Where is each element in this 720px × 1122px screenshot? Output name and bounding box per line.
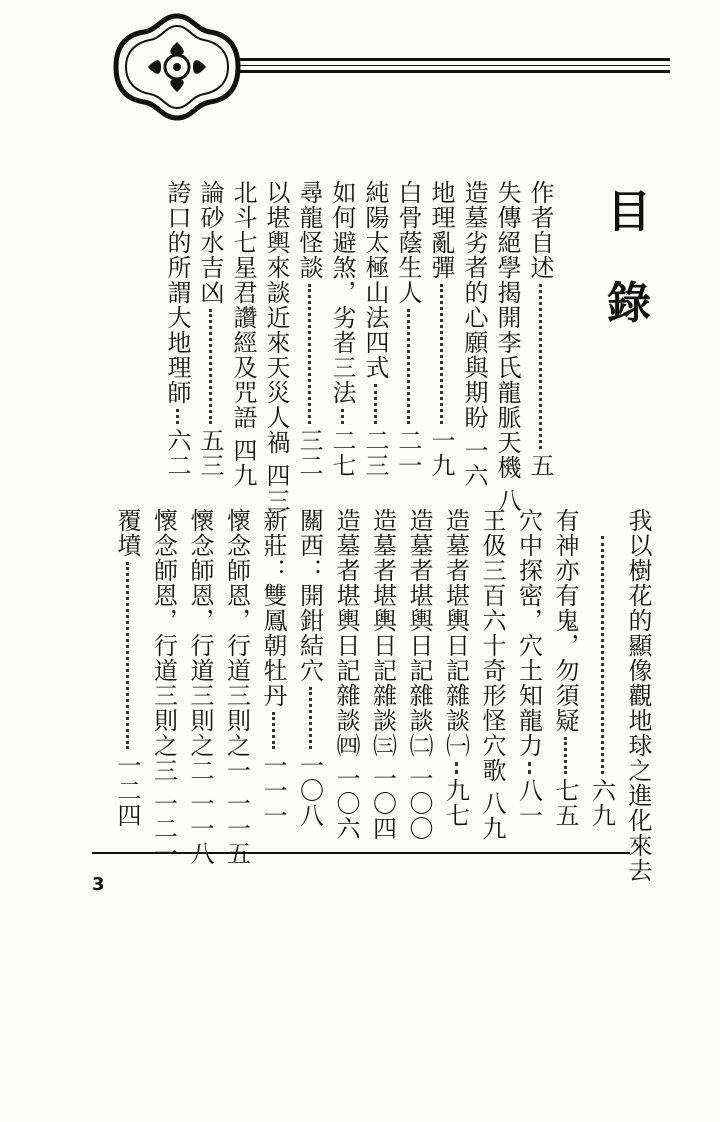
dot-leader	[407, 309, 410, 424]
dot-leader	[539, 284, 542, 449]
toc-entry-continuation	[582, 532, 622, 828]
ornament-icon	[112, 12, 242, 122]
toc-entry[interactable]	[363, 508, 403, 841]
toc-entry-page: 九七	[441, 778, 470, 828]
toc-entry-title: 尋龍怪談	[295, 180, 323, 280]
toc-entry-page: 二七	[328, 428, 356, 478]
toc-entry-title: 地理亂彈	[427, 180, 455, 280]
toc-entry-title: 懷念師恩，行道三則之一	[222, 508, 251, 783]
toc-entry-title: 懷念師恩，行道三則之三	[149, 508, 178, 783]
dot-leader	[126, 562, 129, 749]
toc-entry-page: 五	[526, 453, 554, 478]
toc-entry[interactable]	[253, 508, 293, 828]
dot-leader	[455, 762, 458, 774]
toc-entry-page: 四九	[229, 438, 257, 488]
toc-entry-page: 八	[493, 488, 521, 513]
dot-leader	[309, 687, 312, 749]
toc-entry-page: 一〇八	[295, 753, 324, 828]
dot-leader	[374, 384, 377, 424]
toc-entry-page: 八一	[514, 778, 543, 828]
toc-entry[interactable]	[472, 508, 512, 841]
toc-entry[interactable]	[436, 508, 476, 828]
toc-entry-title: 覆墳	[113, 508, 141, 558]
toc-entry-page: 六九	[587, 778, 616, 828]
toc-entry-page: 七五	[551, 778, 579, 828]
toc-entry-page: 八九	[478, 791, 506, 841]
toc-entry[interactable]	[290, 508, 330, 828]
toc-entry-page: 一〇六	[332, 766, 360, 841]
toc-entry-title: 我以樹花的顯像觀地球之進化來去	[624, 508, 652, 883]
toc-entry-title: 論砂水吉凶	[196, 180, 224, 305]
toc-entry-page: 一一八	[186, 791, 214, 866]
toc-entry-title: 有神亦有鬼，勿須疑	[551, 508, 579, 733]
toc-entry-page: 五三	[196, 428, 224, 478]
toc-entry-page: 六二	[163, 428, 191, 478]
toc-entry-title: 王伋三百六十奇形怪穴歌	[478, 508, 506, 783]
toc-entry-page: 二一	[394, 428, 422, 478]
toc-entry[interactable]	[180, 508, 220, 866]
toc-entry-title: 作者自述	[526, 180, 554, 280]
toc-entry-title: 北斗七星君讚經及咒語	[229, 180, 257, 430]
toc-entry[interactable]	[326, 508, 366, 841]
toc-entry-page: 一一一	[259, 753, 287, 828]
toc-entry[interactable]	[399, 508, 439, 841]
toc-entry-title: 純陽太極山法四式	[361, 180, 389, 380]
toc-entry-page: 四三	[262, 463, 290, 513]
dot-leader	[176, 409, 179, 424]
toc-entry[interactable]	[509, 508, 549, 828]
header-rule	[240, 58, 670, 77]
toc-entry-title: 白骨蔭生人	[394, 180, 422, 305]
toc-entry-page: 三二	[295, 428, 323, 478]
dot-leader	[528, 762, 531, 774]
footer-rule	[92, 852, 630, 854]
dot-leader	[341, 409, 344, 424]
dot-leader	[272, 712, 275, 749]
dot-leader	[209, 309, 212, 424]
toc-entry-page: 二三	[361, 428, 389, 478]
toc-entry-title: 造墓者堪輿日記雜談㈣	[332, 508, 360, 758]
dot-leader	[308, 284, 311, 424]
toc-entry-title: 新莊：雙鳳朝牡丹	[259, 508, 287, 708]
toc-entry-title: 造墓者堪輿日記雜談㈠	[441, 508, 470, 758]
toc-entry-title: 穴中探密，穴土知龍力	[514, 508, 543, 758]
toc-entry-page: 一〇四	[368, 766, 397, 841]
toc-entry[interactable]	[107, 508, 147, 828]
page-number: 3	[92, 874, 105, 895]
toc-entry[interactable]	[144, 508, 184, 866]
toc-entry-page: 一二四	[113, 753, 141, 828]
toc-entry-title: 關西：開鉗結穴	[295, 508, 324, 683]
toc-entry[interactable]	[157, 180, 197, 478]
toc-entry-page: 一六	[460, 438, 488, 488]
toc-entry-title: 誇口的所謂大地理師	[163, 180, 191, 405]
toc-entry-title: 造墓者堪輿日記雜談㈢	[368, 508, 397, 758]
toc-entry-title: 造墓者堪輿日記雜談㈡	[405, 508, 433, 758]
toc-entry-title: 如何避煞，劣者三法	[328, 180, 356, 405]
toc-entry-title: 失傳絕學揭開李氏龍脈天機	[493, 180, 521, 480]
page-title: 目 錄	[599, 188, 650, 340]
dot-leader	[440, 284, 443, 424]
toc-entry[interactable]	[618, 508, 658, 883]
toc-entry[interactable]	[217, 508, 257, 866]
dot-leader	[601, 536, 604, 774]
toc-entry[interactable]	[545, 508, 585, 828]
toc-entry-page: 一〇〇	[405, 766, 433, 841]
toc-entry-title: 懷念師恩，行道三則之二	[186, 508, 214, 783]
toc-entry-page: 一二一	[149, 791, 178, 866]
toc-entry-title: 以堪輿來談近來天災人禍	[262, 180, 290, 455]
toc-entry-page: 一九	[427, 428, 455, 478]
dot-leader	[564, 737, 567, 774]
toc-entry-title: 造墓劣者的心願與期盼	[460, 180, 488, 430]
toc-entry-page: 一一五	[222, 791, 251, 866]
